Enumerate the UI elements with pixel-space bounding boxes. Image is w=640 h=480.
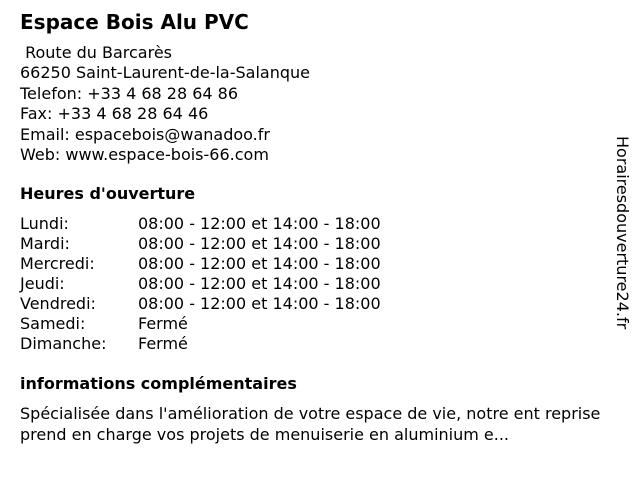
hours-value: 08:00 - 12:00 et 14:00 - 18:00 <box>138 294 381 313</box>
address-city: 66250 Saint-Laurent-de-la-Salanque <box>20 63 310 83</box>
hours-value: 08:00 - 12:00 et 14:00 - 18:00 <box>138 254 381 273</box>
opening-hours-table <box>20 214 381 354</box>
day-label: Jeudi: <box>20 274 65 293</box>
hours-value: 08:00 - 12:00 et 14:00 - 18:00 <box>138 234 381 253</box>
phone-number: Telefon: +33 4 68 28 64 86 <box>20 83 239 103</box>
day-label: Mercredi: <box>20 254 95 273</box>
contact-block <box>20 43 310 165</box>
address-street: Route du Barcarès <box>20 43 173 62</box>
hours-row-friday <box>20 294 381 314</box>
watermark-text: Horairesdouverture24.fr <box>613 136 632 330</box>
hours-value: 08:00 - 12:00 et 14:00 - 18:00 <box>138 214 381 233</box>
additional-info-heading: informations complémentaires <box>20 374 297 393</box>
fax-number: Fax: +33 4 68 28 64 46 <box>20 104 209 124</box>
hours-value: Fermé <box>138 314 188 333</box>
day-label: Dimanche: <box>20 334 107 353</box>
hours-row-thursday <box>20 274 381 294</box>
opening-hours-heading: Heures d'ouverture <box>20 184 196 203</box>
day-label: Samedi: <box>20 314 86 333</box>
day-label: Vendredi: <box>20 294 96 313</box>
hours-row-saturday <box>20 314 381 334</box>
day-label: Mardi: <box>20 234 70 253</box>
additional-info-text: Spécialisée dans l'amélioration de votre espace de vie, notre ent reprise prend en charge vos projets de menuiserie en aluminium e... <box>20 404 601 444</box>
email-address: Email: espacebois@wanadoo.fr <box>20 124 270 144</box>
hours-value: 08:00 - 12:00 et 14:00 - 18:00 <box>138 274 381 293</box>
business-name: Espace Bois Alu PVC <box>20 10 249 34</box>
hours-value: Fermé <box>138 334 188 353</box>
day-label: Lundi: <box>20 214 69 233</box>
hours-row-tuesday <box>20 234 381 254</box>
website-url: Web: www.espace-bois-66.com <box>20 145 269 165</box>
hours-row-wednesday <box>20 254 381 274</box>
hours-row-monday <box>20 214 381 234</box>
hours-row-sunday <box>20 334 381 354</box>
